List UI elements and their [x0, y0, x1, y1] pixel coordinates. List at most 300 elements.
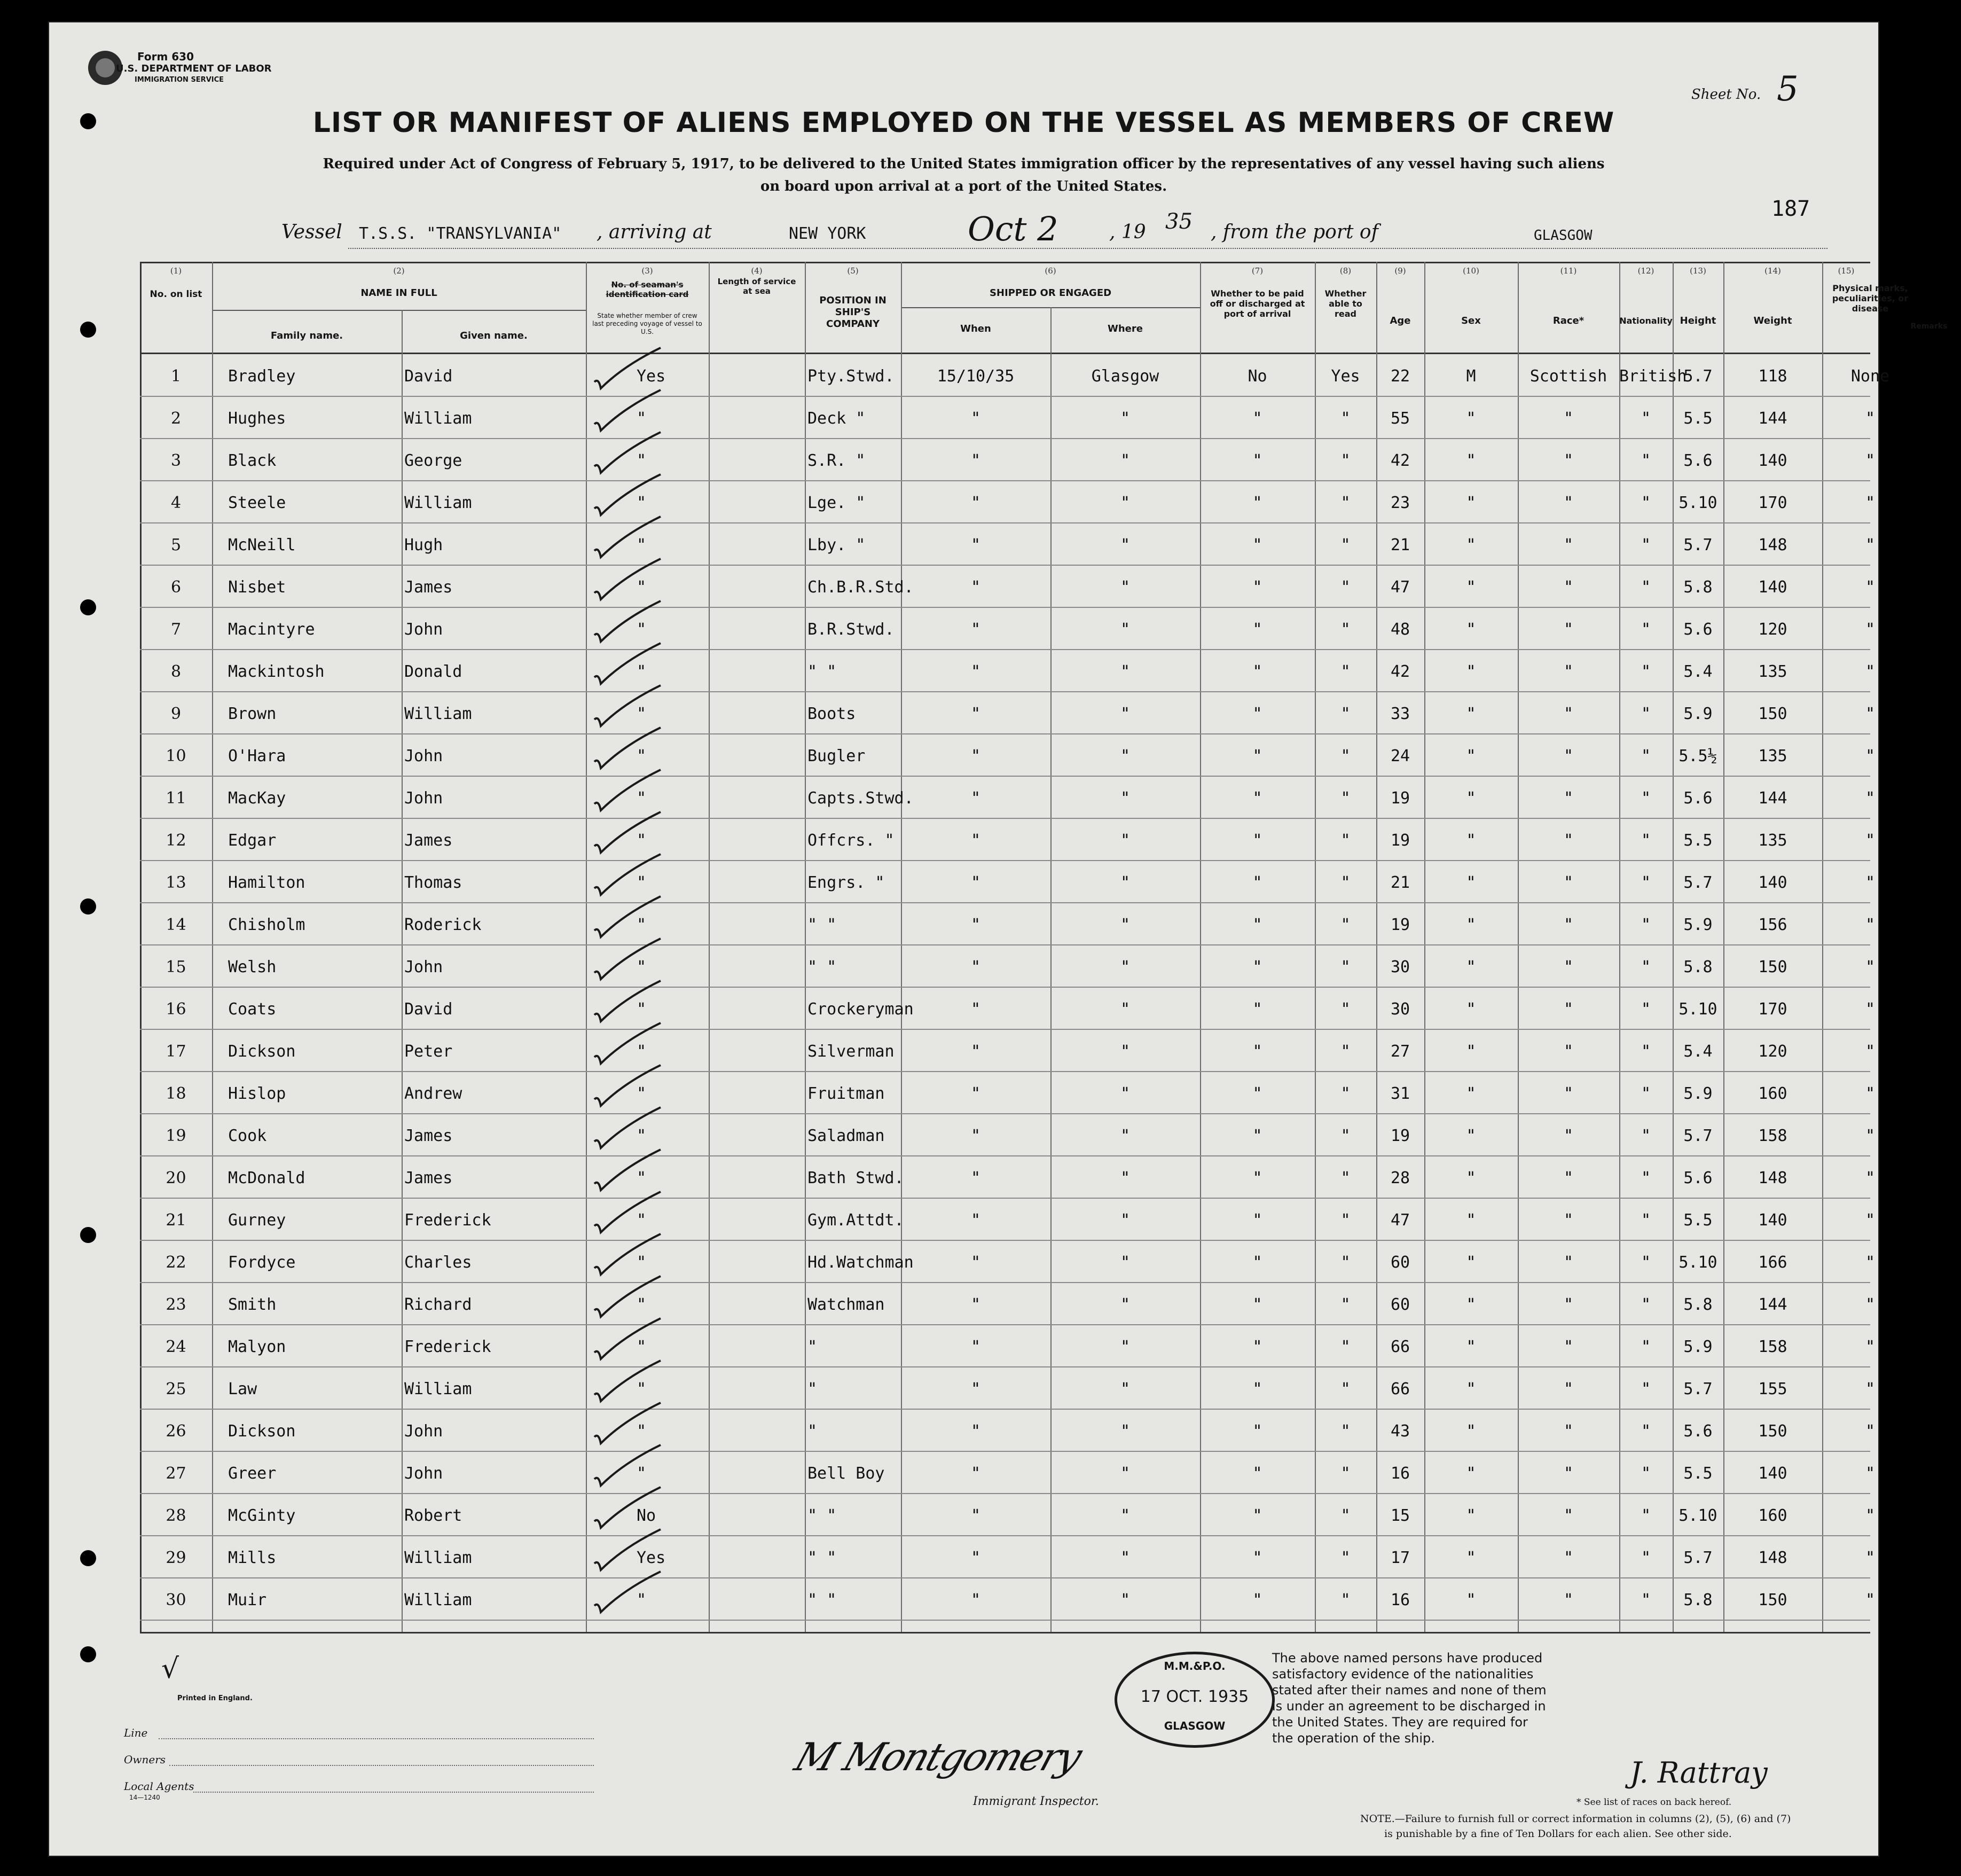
- cell-weight: 158: [1758, 1127, 1787, 1145]
- cell-weight: 135: [1758, 662, 1787, 681]
- cell-given: Robert: [404, 1506, 462, 1525]
- cell-where: ": [1120, 494, 1131, 512]
- header-id-card-struck: No. of seaman's identification card: [606, 280, 689, 299]
- cell-given: John: [404, 747, 443, 765]
- check-mark-icon: [591, 935, 666, 983]
- subtitle-line-2: on board upon arrival at a port of the United States.: [760, 178, 1167, 194]
- cell-when: ": [970, 1422, 981, 1441]
- cell-when: ": [970, 747, 981, 765]
- check-mark-icon: [591, 1442, 666, 1490]
- header-marks: Physical marks, peculiarities, or disease: [1832, 283, 1909, 314]
- cell-read: ": [1340, 873, 1351, 892]
- cell-prev: ": [637, 789, 647, 808]
- cell-when: ": [970, 916, 981, 934]
- cell-sex: ": [1466, 494, 1476, 512]
- cell-family: Chisholm: [228, 916, 305, 934]
- table-row: [140, 440, 1876, 481]
- cell-where: ": [1120, 705, 1131, 723]
- cell-race: ": [1563, 1169, 1574, 1187]
- cell-family: Coats: [228, 1000, 277, 1019]
- header-name-in-full: NAME IN FULL: [360, 287, 437, 299]
- row-rule: [140, 1240, 1870, 1241]
- cell-position: ": [807, 1338, 818, 1356]
- subtitle-line-1: Required under Act of Congress of February 5, 1917, to be delivered to the United States immigration officer by the representatives of any vessel having such aliens: [323, 156, 1605, 172]
- cell-paid: ": [1252, 1338, 1262, 1356]
- stamp-line-3: GLASGOW: [1164, 1719, 1226, 1732]
- cell-nationality: ": [1641, 1084, 1651, 1103]
- cell-sex: ": [1466, 1000, 1476, 1019]
- cell-nationality: ": [1641, 578, 1651, 597]
- cell-no: 25: [166, 1380, 186, 1398]
- cell-read: ": [1340, 1000, 1351, 1019]
- cell-paid: ": [1252, 578, 1262, 597]
- cell-paid: ": [1252, 1253, 1262, 1272]
- cell-height: 5.6: [1683, 620, 1713, 639]
- cell-nationality: ": [1641, 873, 1651, 892]
- table-row: [140, 1368, 1876, 1410]
- cell-where: Glasgow: [1091, 367, 1159, 386]
- punch-hole: [80, 599, 96, 615]
- cell-sex: ": [1466, 1169, 1476, 1187]
- cell-position: Ch.B.R.Std.: [807, 578, 914, 597]
- cell-weight: 140: [1758, 873, 1787, 892]
- cell-prev: ": [637, 1211, 647, 1230]
- table-row: [140, 1284, 1876, 1325]
- cell-no: 4: [170, 494, 182, 512]
- cell-when: ": [970, 1295, 981, 1314]
- cell-marks: ": [1865, 1000, 1876, 1019]
- cell-sex: ": [1466, 451, 1476, 470]
- cell-position: Gym.Attdt.: [807, 1211, 904, 1230]
- cell-position: " ": [807, 916, 837, 934]
- column-number: (7): [1251, 266, 1264, 276]
- cell-race: ": [1563, 494, 1574, 512]
- cell-age: 23: [1390, 494, 1410, 512]
- cell-read: ": [1340, 1253, 1351, 1272]
- cell-weight: 135: [1758, 831, 1787, 850]
- cell-when: ": [970, 1380, 981, 1398]
- cell-read: ": [1340, 409, 1351, 428]
- cell-when: ": [970, 494, 981, 512]
- cell-position: Engrs. ": [807, 873, 885, 892]
- cell-when: ": [970, 1506, 981, 1525]
- cell-paid: ": [1252, 536, 1262, 554]
- table-row: [140, 1030, 1876, 1072]
- cell-age: 19: [1390, 831, 1410, 850]
- row-rule: [140, 1113, 1870, 1114]
- table-row: [140, 862, 1876, 903]
- cell-nationality: ": [1641, 1211, 1651, 1230]
- stamp-date: 17 OCT. 1935: [1140, 1687, 1249, 1706]
- statement-line: stated after their names and none of them: [1272, 1683, 1547, 1698]
- cell-race: ": [1563, 1422, 1574, 1441]
- cell-sex: ": [1466, 1042, 1476, 1061]
- cell-paid: ": [1252, 705, 1262, 723]
- cell-race: ": [1563, 1211, 1574, 1230]
- cell-given: Peter: [404, 1042, 453, 1061]
- cell-no: 18: [166, 1084, 186, 1103]
- cell-given: Frederick: [404, 1211, 491, 1230]
- cell-prev: ": [637, 662, 647, 681]
- check-mark-icon: [591, 345, 666, 393]
- cell-nationality: ": [1641, 1338, 1651, 1356]
- cell-given: James: [404, 1169, 453, 1187]
- cell-age: 48: [1390, 620, 1410, 639]
- cell-weight: 148: [1758, 1549, 1787, 1567]
- footer-check-mark: √: [161, 1653, 179, 1685]
- cell-prev: ": [637, 1084, 647, 1103]
- cell-read: ": [1340, 451, 1351, 470]
- owners-rule: [169, 1765, 594, 1766]
- cell-where: ": [1120, 1169, 1131, 1187]
- cell-sex: ": [1466, 1211, 1476, 1230]
- cell-marks: ": [1865, 1380, 1876, 1398]
- cell-given: John: [404, 1464, 443, 1483]
- cell-age: 43: [1390, 1422, 1410, 1441]
- cell-paid: ": [1252, 873, 1262, 892]
- cell-position: Offcrs. ": [807, 831, 895, 850]
- cell-no: 24: [166, 1338, 186, 1356]
- check-mark-icon: [591, 640, 666, 688]
- cell-when: ": [970, 1549, 981, 1567]
- cell-when: ": [970, 1042, 981, 1061]
- cell-no: 7: [170, 620, 182, 639]
- cell-where: ": [1120, 873, 1131, 892]
- cell-age: 42: [1390, 451, 1410, 470]
- row-rule: [140, 1029, 1870, 1030]
- cell-sex: ": [1466, 958, 1476, 976]
- cell-read: ": [1340, 1464, 1351, 1483]
- cell-age: 42: [1390, 662, 1410, 681]
- sheet-number: 5: [1777, 69, 1799, 109]
- row-rule: [140, 1366, 1870, 1367]
- cell-race: ": [1563, 620, 1574, 639]
- cell-race: ": [1563, 1253, 1574, 1272]
- cell-age: 28: [1390, 1169, 1410, 1187]
- table-row: [140, 1073, 1876, 1114]
- statement-line: The above named persons have produced: [1272, 1651, 1543, 1666]
- page-number: 187: [1771, 197, 1810, 221]
- cell-given: William: [404, 409, 472, 428]
- cell-family: Smith: [228, 1295, 277, 1314]
- punch-hole: [80, 898, 96, 914]
- check-mark-icon: [591, 851, 666, 899]
- column-number: (2): [393, 266, 405, 276]
- cell-race: ": [1563, 1084, 1574, 1103]
- cell-read: ": [1340, 958, 1351, 976]
- cell-family: Black: [228, 451, 277, 470]
- cell-family: Brown: [228, 705, 277, 723]
- cell-weight: 148: [1758, 536, 1787, 554]
- cell-prev: No: [637, 1506, 656, 1525]
- cell-where: ": [1120, 1211, 1131, 1230]
- cell-marks: ": [1865, 1211, 1876, 1230]
- cell-nationality: ": [1641, 536, 1651, 554]
- cell-read: ": [1340, 494, 1351, 512]
- cell-no: 3: [170, 451, 182, 470]
- cell-given: Richard: [404, 1295, 472, 1314]
- cell-where: ": [1120, 1295, 1131, 1314]
- penalty-note-1: NOTE.—Failure to furnish full or correct information in columns (2), (5), (6) and (7): [1360, 1813, 1791, 1825]
- cell-marks: ": [1865, 831, 1876, 850]
- table-row: [140, 1495, 1876, 1536]
- vessel-line-rule: [348, 248, 1827, 249]
- cell-family: Fordyce: [228, 1253, 296, 1272]
- check-mark-icon: [591, 1062, 666, 1110]
- cell-weight: 150: [1758, 1591, 1787, 1609]
- cell-read: ": [1340, 705, 1351, 723]
- header-race: Race*: [1552, 315, 1585, 326]
- statement-line: is under an agreement to be discharged in: [1272, 1699, 1546, 1714]
- cell-nationality: ": [1641, 831, 1651, 850]
- cell-marks: ": [1865, 578, 1876, 597]
- cell-height: 5.10: [1678, 494, 1717, 512]
- cell-age: 47: [1390, 1211, 1410, 1230]
- cell-sex: ": [1466, 1422, 1476, 1441]
- cell-prev: ": [637, 831, 647, 850]
- vessel-label: Vessel: [281, 221, 342, 243]
- cell-no: 14: [166, 916, 186, 934]
- cell-given: James: [404, 1127, 453, 1145]
- cell-position: " ": [807, 1591, 837, 1609]
- cell-sex: ": [1466, 1464, 1476, 1483]
- statement-line: the United States. They are required for: [1272, 1715, 1528, 1730]
- cell-given: David: [404, 1000, 453, 1019]
- cell-weight: 120: [1758, 1042, 1787, 1061]
- cell-family: McDonald: [228, 1169, 305, 1187]
- cell-family: MacKay: [228, 789, 286, 808]
- cell-marks: ": [1865, 916, 1876, 934]
- cell-marks: ": [1865, 662, 1876, 681]
- cell-marks: ": [1865, 451, 1876, 470]
- cell-read: ": [1340, 1127, 1351, 1145]
- cell-paid: ": [1252, 1380, 1262, 1398]
- table-row: [140, 1410, 1876, 1452]
- cell-family: Hamilton: [228, 873, 305, 892]
- punch-hole: [80, 1646, 96, 1662]
- table-rule: [212, 310, 586, 311]
- cell-weight: 135: [1758, 747, 1787, 765]
- table-rule: [140, 262, 1870, 263]
- column-number: (4): [751, 266, 763, 276]
- cell-marks: ": [1865, 958, 1876, 976]
- cell-race: ": [1563, 831, 1574, 850]
- cell-family: Dickson: [228, 1422, 296, 1441]
- cell-read: ": [1340, 1295, 1351, 1314]
- cell-where: ": [1120, 451, 1131, 470]
- cell-given: Donald: [404, 662, 462, 681]
- cell-height: 5.7: [1683, 536, 1713, 554]
- cell-read: ": [1340, 1169, 1351, 1187]
- check-mark-icon: [591, 1189, 666, 1237]
- header-length-service: Length of service at sea: [717, 277, 796, 296]
- service-name: IMMIGRATION SERVICE: [135, 76, 224, 84]
- table-row: [140, 524, 1876, 566]
- cell-family: Nisbet: [228, 578, 286, 597]
- cell-position: Boots: [807, 705, 856, 723]
- master-signature: J. Rattray: [1630, 1756, 1768, 1789]
- header-when: When: [960, 323, 991, 334]
- cell-nationality: ": [1641, 409, 1651, 428]
- cell-weight: 150: [1758, 1422, 1787, 1441]
- cell-sex: ": [1466, 831, 1476, 850]
- cell-marks: ": [1865, 789, 1876, 808]
- cell-race: ": [1563, 451, 1574, 470]
- cell-age: 19: [1390, 789, 1410, 808]
- cell-prev: ": [637, 958, 647, 976]
- cell-when: ": [970, 1084, 981, 1103]
- cell-sex: ": [1466, 662, 1476, 681]
- cell-read: ": [1340, 1506, 1351, 1525]
- table-row: [140, 397, 1876, 439]
- cell-race: ": [1563, 1000, 1574, 1019]
- cell-no: 6: [170, 578, 182, 597]
- table-row: [140, 566, 1876, 608]
- cell-age: 16: [1390, 1591, 1410, 1609]
- cell-age: 55: [1390, 409, 1410, 428]
- header-shipped: SHIPPED OR ENGAGED: [989, 287, 1112, 299]
- cell-height: 5.7: [1683, 1380, 1713, 1398]
- printed-in: Printed in England.: [177, 1694, 253, 1702]
- cell-sex: ": [1466, 1506, 1476, 1525]
- form-number: Form 630: [137, 50, 194, 63]
- cell-race: ": [1563, 958, 1574, 976]
- cell-height: 5.10: [1678, 1000, 1717, 1019]
- cell-family: Greer: [228, 1464, 277, 1483]
- cell-prev: ": [637, 620, 647, 639]
- cell-weight: 156: [1758, 916, 1787, 934]
- cell-weight: 166: [1758, 1253, 1787, 1272]
- row-rule: [140, 1409, 1870, 1410]
- cell-paid: ": [1252, 747, 1262, 765]
- cell-height: 5.5: [1683, 409, 1713, 428]
- cell-paid: ": [1252, 1000, 1262, 1019]
- table-row: [140, 904, 1876, 945]
- cell-paid: ": [1252, 1464, 1262, 1483]
- cell-no: 2: [170, 409, 182, 428]
- from-port: GLASGOW: [1534, 228, 1593, 244]
- cell-given: Frederick: [404, 1338, 491, 1356]
- line-rule: [159, 1738, 594, 1739]
- cell-race: ": [1563, 662, 1574, 681]
- cell-nationality: ": [1641, 747, 1651, 765]
- header-no-on-list: No. on list: [150, 289, 202, 300]
- row-rule: [140, 1535, 1870, 1536]
- cell-read: ": [1340, 1084, 1351, 1103]
- cell-race: ": [1563, 1464, 1574, 1483]
- cell-height: 5.5: [1683, 1464, 1713, 1483]
- cell-marks: ": [1865, 705, 1876, 723]
- column-number: (11): [1560, 266, 1577, 276]
- cell-marks: ": [1865, 1338, 1876, 1356]
- cell-read: Yes: [1331, 367, 1360, 386]
- check-mark-icon: [591, 1526, 666, 1574]
- row-rule: [140, 1282, 1870, 1283]
- cell-given: John: [404, 1422, 443, 1441]
- cell-position: Bell Boy: [807, 1464, 885, 1483]
- cell-family: McNeill: [228, 536, 296, 554]
- header-position: POSITION IN SHIP'S COMPANY: [819, 295, 887, 330]
- cell-where: ": [1120, 620, 1131, 639]
- cell-paid: ": [1252, 494, 1262, 512]
- cell-marks: ": [1865, 747, 1876, 765]
- cell-position: Saladman: [807, 1127, 885, 1145]
- cell-nationality: ": [1641, 1549, 1651, 1567]
- cell-sex: ": [1466, 1591, 1476, 1609]
- cell-age: 21: [1390, 873, 1410, 892]
- cell-paid: ": [1252, 1506, 1262, 1525]
- cell-nationality: ": [1641, 1042, 1651, 1061]
- cell-height: 5.6: [1683, 451, 1713, 470]
- cell-height: 5.8: [1683, 1591, 1713, 1609]
- cell-no: 19: [166, 1127, 186, 1145]
- cell-weight: 140: [1758, 451, 1787, 470]
- cell-position: ": [807, 1380, 818, 1398]
- sheet-label: Sheet No.: [1691, 87, 1761, 103]
- cell-no: 26: [166, 1422, 186, 1441]
- cell-nationality: ": [1641, 662, 1651, 681]
- cell-when: ": [970, 958, 981, 976]
- row-rule: [140, 691, 1870, 692]
- row-rule: [140, 522, 1870, 523]
- cell-no: 21: [166, 1211, 186, 1230]
- row-rule: [140, 1071, 1870, 1072]
- cell-position: Lge. ": [807, 494, 866, 512]
- punch-hole: [80, 1227, 96, 1243]
- cell-race: ": [1563, 1338, 1574, 1356]
- cell-family: Welsh: [228, 958, 277, 976]
- cell-weight: 158: [1758, 1338, 1787, 1356]
- row-rule: [140, 565, 1870, 566]
- cell-age: 31: [1390, 1084, 1410, 1103]
- cell-family: Dickson: [228, 1042, 296, 1061]
- cell-height: 5.9: [1683, 705, 1713, 723]
- cell-height: 5.7: [1683, 873, 1713, 892]
- cell-given: David: [404, 367, 453, 386]
- cell-prev: ": [637, 409, 647, 428]
- cell-position: " ": [807, 958, 837, 976]
- cell-marks: ": [1865, 1042, 1876, 1061]
- table-row: [140, 482, 1876, 523]
- local-agents-label: Local Agents: [124, 1780, 194, 1793]
- row-rule: [140, 818, 1870, 819]
- cell-age: 33: [1390, 705, 1410, 723]
- table-row: [140, 608, 1876, 650]
- column-number: (6): [1045, 266, 1056, 276]
- cell-prev: ": [637, 1380, 647, 1398]
- table-row: [140, 1326, 1876, 1367]
- cell-no: 17: [166, 1042, 186, 1061]
- cell-marks: ": [1865, 1169, 1876, 1187]
- cell-given: James: [404, 831, 453, 850]
- cell-no: 10: [166, 747, 186, 765]
- line-label: Line: [124, 1726, 148, 1739]
- cell-race: ": [1563, 1380, 1574, 1398]
- cell-paid: ": [1252, 1127, 1262, 1145]
- table-row: [140, 1157, 1876, 1199]
- cell-no: 9: [170, 705, 182, 723]
- cell-when: ": [970, 451, 981, 470]
- arriving-label: , arriving at: [597, 221, 712, 243]
- cell-nationality: ": [1641, 1506, 1651, 1525]
- cell-weight: 144: [1758, 1295, 1787, 1314]
- cell-given: Hugh: [404, 536, 443, 554]
- check-mark-icon: [591, 429, 666, 477]
- cell-no: 15: [166, 958, 186, 976]
- cell-weight: 120: [1758, 620, 1787, 639]
- cell-sex: ": [1466, 409, 1476, 428]
- cell-position: Hd.Watchman: [807, 1253, 914, 1272]
